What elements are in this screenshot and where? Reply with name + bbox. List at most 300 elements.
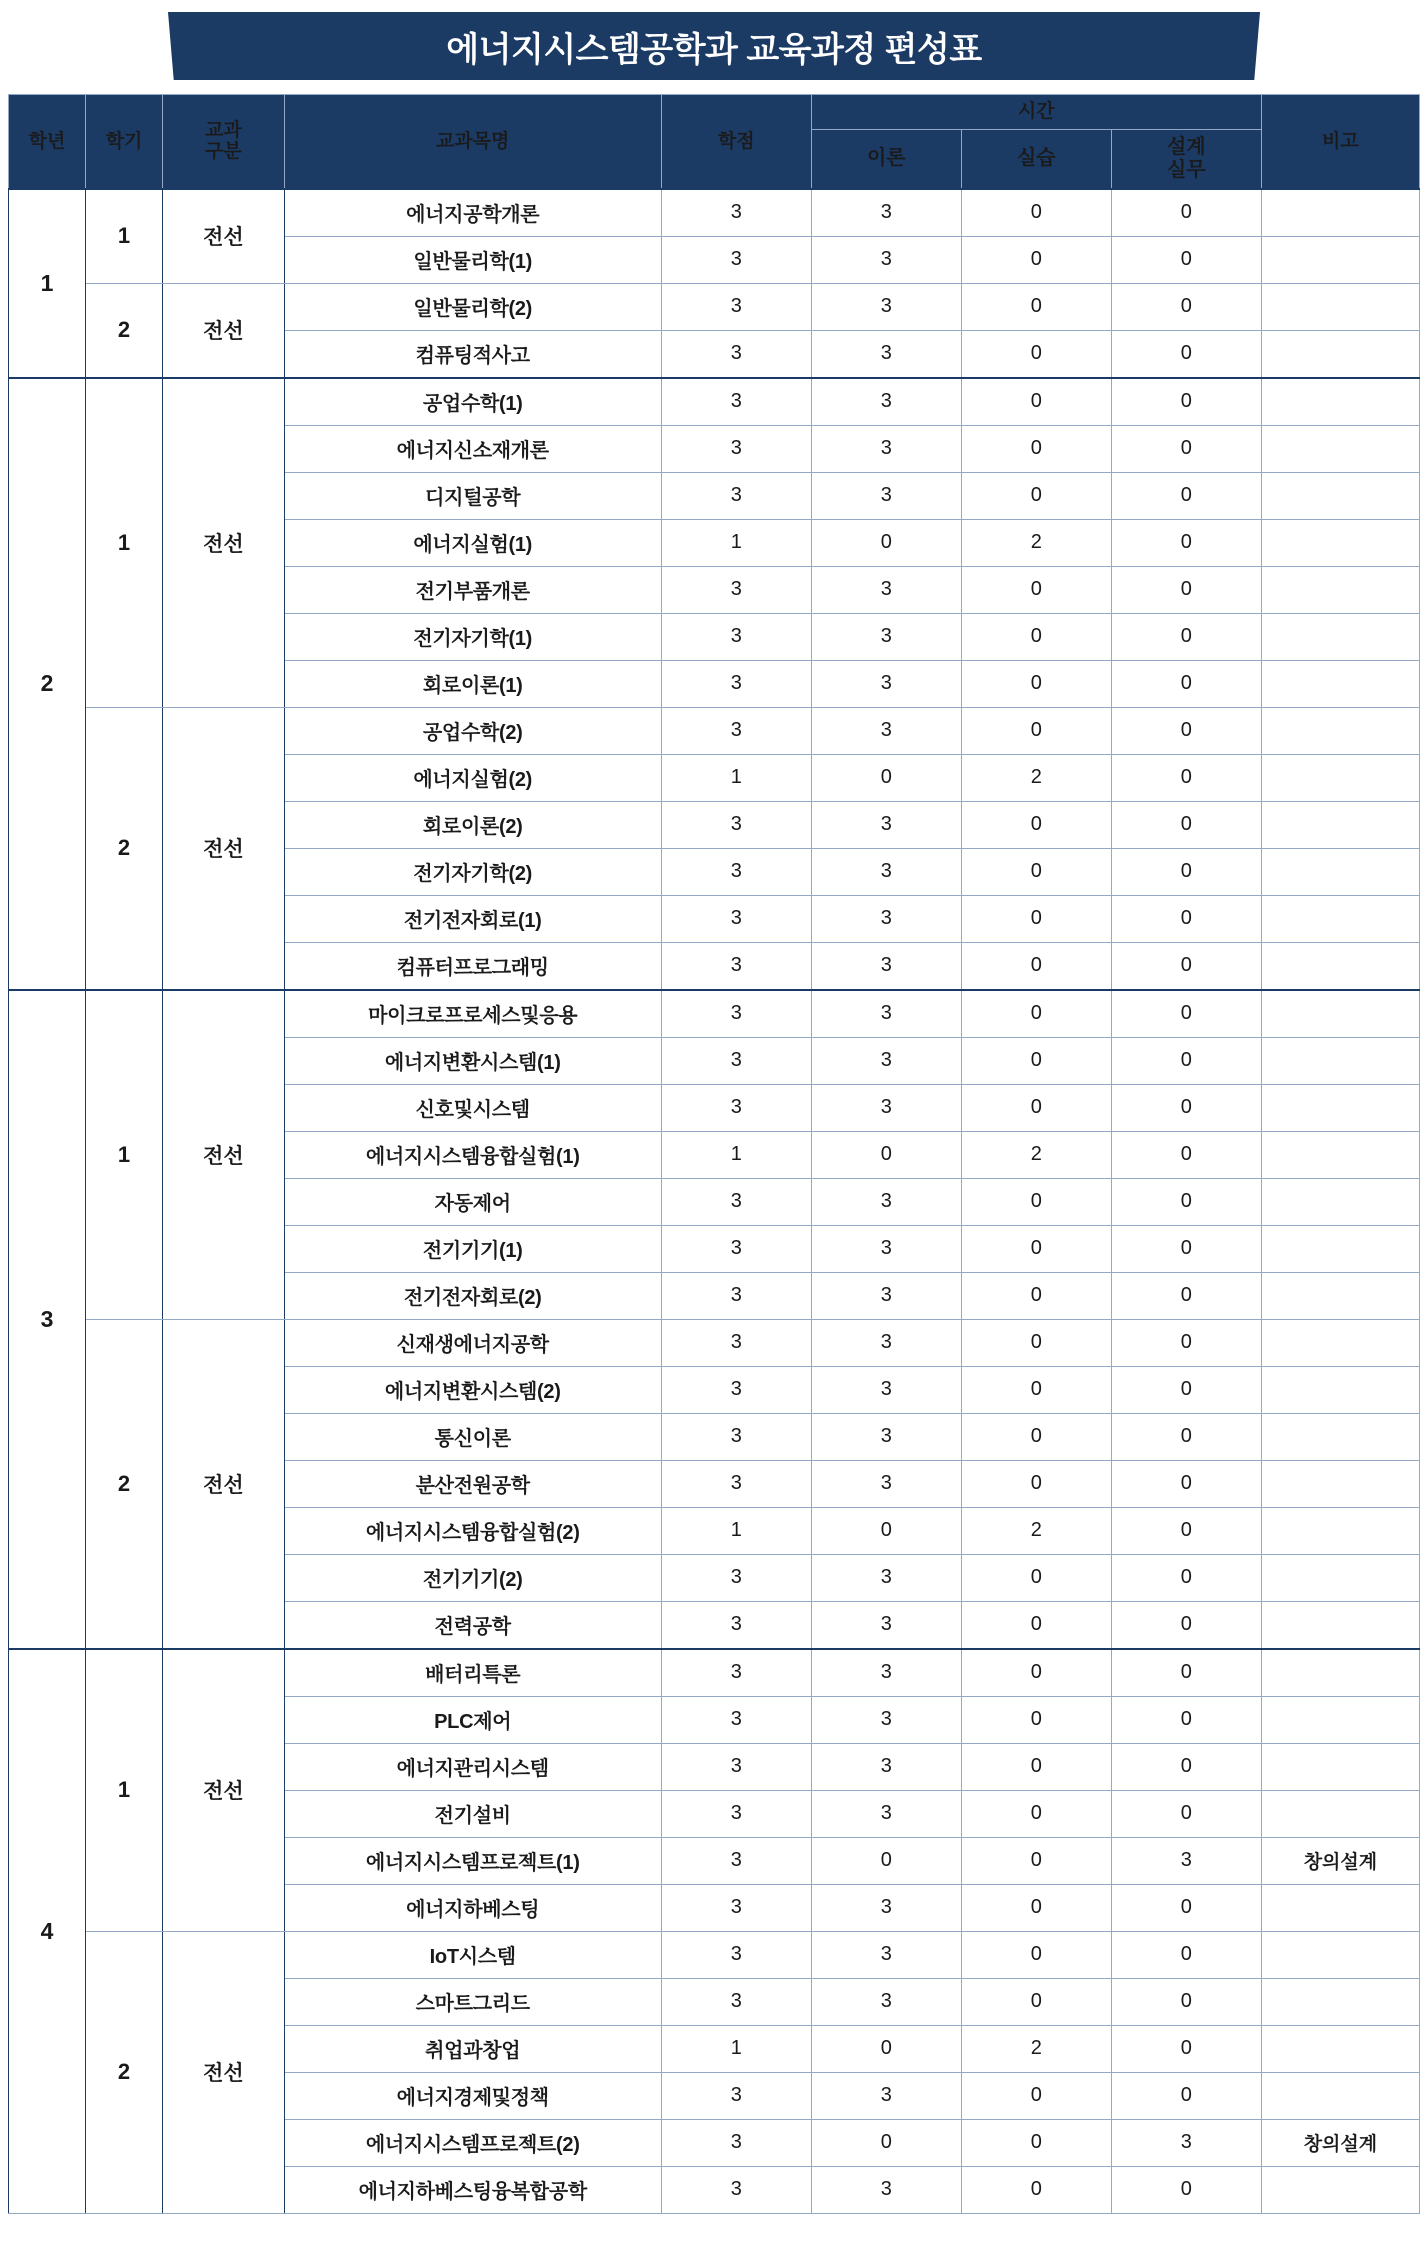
table-header bbox=[9, 95, 1420, 189]
cell-subject: 에너지시스템융합실험(1) bbox=[284, 1131, 661, 1178]
cell-practice: 0 bbox=[961, 990, 1111, 1038]
cell-theory: 0 bbox=[811, 519, 961, 566]
cell-theory: 0 bbox=[811, 1837, 961, 1884]
cell-theory: 3 bbox=[811, 189, 961, 237]
cell-subject: 전기기기(2) bbox=[284, 1554, 661, 1601]
header-credit: 학점 bbox=[661, 95, 811, 189]
cell-subject: 전기부품개론 bbox=[284, 566, 661, 613]
cell-subject: 에너지경제및정책 bbox=[284, 2072, 661, 2119]
cell-subject: 에너지하베스팅융복합공학 bbox=[284, 2166, 661, 2213]
table-row bbox=[9, 1931, 1420, 1978]
cell-category: 전선 bbox=[163, 189, 285, 284]
cell-practice: 0 bbox=[961, 1696, 1111, 1743]
cell-credit: 3 bbox=[661, 1554, 811, 1601]
cell-theory: 3 bbox=[811, 1272, 961, 1319]
cell-practice: 0 bbox=[961, 1413, 1111, 1460]
cell-design: 0 bbox=[1111, 1931, 1261, 1978]
cell-note bbox=[1261, 1507, 1419, 1554]
cell-subject: 마이크로프로세스및응용 bbox=[284, 990, 661, 1038]
cell-design: 0 bbox=[1111, 566, 1261, 613]
cell-theory: 0 bbox=[811, 2025, 961, 2072]
cell-theory: 3 bbox=[811, 1743, 961, 1790]
cell-design: 0 bbox=[1111, 848, 1261, 895]
cell-design: 0 bbox=[1111, 1743, 1261, 1790]
cell-year: 1 bbox=[9, 189, 86, 378]
cell-note bbox=[1261, 519, 1419, 566]
cell-note bbox=[1261, 472, 1419, 519]
cell-semester: 1 bbox=[86, 189, 163, 284]
cell-theory: 3 bbox=[811, 1084, 961, 1131]
cell-subject: 에너지시스템프로젝트(1) bbox=[284, 1837, 661, 1884]
cell-design: 3 bbox=[1111, 1837, 1261, 1884]
cell-semester: 2 bbox=[86, 283, 163, 378]
cell-theory: 0 bbox=[811, 754, 961, 801]
cell-note bbox=[1261, 613, 1419, 660]
cell-year: 3 bbox=[9, 990, 86, 1649]
cell-note bbox=[1261, 1601, 1419, 1649]
header-theory: 이론 bbox=[811, 129, 961, 189]
cell-theory: 0 bbox=[811, 1131, 961, 1178]
cell-credit: 3 bbox=[661, 848, 811, 895]
cell-design: 0 bbox=[1111, 1696, 1261, 1743]
cell-practice: 0 bbox=[961, 2166, 1111, 2213]
cell-practice: 0 bbox=[961, 189, 1111, 237]
cell-note bbox=[1261, 1884, 1419, 1931]
cell-note bbox=[1261, 2166, 1419, 2213]
cell-note: 창의설계 bbox=[1261, 2119, 1419, 2166]
cell-subject: 통신이론 bbox=[284, 1413, 661, 1460]
header-category-line1: 교과 bbox=[205, 119, 242, 141]
cell-subject: 회로이론(1) bbox=[284, 660, 661, 707]
cell-credit: 3 bbox=[661, 2119, 811, 2166]
table-row bbox=[9, 189, 1420, 237]
cell-note bbox=[1261, 1554, 1419, 1601]
cell-theory: 3 bbox=[811, 2166, 961, 2213]
header-semester: 학기 bbox=[86, 95, 163, 189]
cell-note bbox=[1261, 1743, 1419, 1790]
cell-practice: 0 bbox=[961, 1084, 1111, 1131]
cell-note bbox=[1261, 2025, 1419, 2072]
cell-practice: 0 bbox=[961, 660, 1111, 707]
cell-practice: 0 bbox=[961, 1272, 1111, 1319]
cell-design: 0 bbox=[1111, 1978, 1261, 2025]
cell-note bbox=[1261, 990, 1419, 1038]
cell-subject: 컴퓨터프로그래밍 bbox=[284, 942, 661, 990]
cell-note bbox=[1261, 283, 1419, 330]
cell-design: 0 bbox=[1111, 425, 1261, 472]
cell-credit: 3 bbox=[661, 1649, 811, 1697]
cell-semester: 1 bbox=[86, 990, 163, 1320]
cell-design: 0 bbox=[1111, 378, 1261, 426]
cell-note bbox=[1261, 330, 1419, 378]
cell-practice: 0 bbox=[961, 283, 1111, 330]
cell-credit: 3 bbox=[661, 1931, 811, 1978]
cell-credit: 3 bbox=[661, 613, 811, 660]
cell-credit: 3 bbox=[661, 1696, 811, 1743]
cell-practice: 0 bbox=[961, 801, 1111, 848]
cell-credit: 3 bbox=[661, 1319, 811, 1366]
cell-category: 전선 bbox=[163, 990, 285, 1320]
cell-theory: 3 bbox=[811, 425, 961, 472]
cell-credit: 3 bbox=[661, 1884, 811, 1931]
cell-design: 0 bbox=[1111, 189, 1261, 237]
curriculum-page bbox=[0, 12, 1428, 2214]
cell-note bbox=[1261, 1460, 1419, 1507]
cell-theory: 3 bbox=[811, 990, 961, 1038]
cell-subject: 스마트그리드 bbox=[284, 1978, 661, 2025]
table-body bbox=[9, 189, 1420, 2214]
cell-subject: 에너지신소재개론 bbox=[284, 425, 661, 472]
cell-subject: 자동제어 bbox=[284, 1178, 661, 1225]
cell-practice: 2 bbox=[961, 754, 1111, 801]
cell-theory: 3 bbox=[811, 283, 961, 330]
cell-practice: 0 bbox=[961, 848, 1111, 895]
table-row bbox=[9, 378, 1420, 426]
cell-practice: 0 bbox=[961, 1460, 1111, 1507]
header-year: 학년 bbox=[9, 95, 86, 189]
cell-note bbox=[1261, 1225, 1419, 1272]
cell-practice: 0 bbox=[961, 236, 1111, 283]
cell-credit: 3 bbox=[661, 1601, 811, 1649]
cell-note bbox=[1261, 1931, 1419, 1978]
cell-design: 0 bbox=[1111, 707, 1261, 754]
cell-design: 0 bbox=[1111, 1272, 1261, 1319]
cell-subject: 신재생에너지공학 bbox=[284, 1319, 661, 1366]
cell-note bbox=[1261, 2072, 1419, 2119]
cell-practice: 0 bbox=[961, 613, 1111, 660]
cell-note bbox=[1261, 1649, 1419, 1697]
cell-subject: 일반물리학(1) bbox=[284, 236, 661, 283]
cell-practice: 0 bbox=[961, 1743, 1111, 1790]
cell-note bbox=[1261, 1178, 1419, 1225]
cell-practice: 0 bbox=[961, 1601, 1111, 1649]
cell-note bbox=[1261, 801, 1419, 848]
cell-practice: 0 bbox=[961, 1649, 1111, 1697]
cell-year: 2 bbox=[9, 378, 86, 990]
header-category bbox=[163, 95, 285, 189]
header-design-line2: 실무 bbox=[1166, 158, 1206, 181]
header-practice: 실습 bbox=[961, 129, 1111, 189]
cell-theory: 3 bbox=[811, 1601, 961, 1649]
cell-subject: 디지털공학 bbox=[284, 472, 661, 519]
cell-credit: 3 bbox=[661, 990, 811, 1038]
cell-semester: 2 bbox=[86, 707, 163, 990]
cell-practice: 0 bbox=[961, 566, 1111, 613]
cell-credit: 3 bbox=[661, 1084, 811, 1131]
cell-design: 0 bbox=[1111, 1037, 1261, 1084]
cell-design: 0 bbox=[1111, 472, 1261, 519]
cell-credit: 3 bbox=[661, 2072, 811, 2119]
table-row bbox=[9, 1319, 1420, 1366]
cell-subject: 전력공학 bbox=[284, 1601, 661, 1649]
cell-theory: 3 bbox=[811, 1225, 961, 1272]
cell-credit: 3 bbox=[661, 1413, 811, 1460]
cell-design: 0 bbox=[1111, 1225, 1261, 1272]
cell-practice: 0 bbox=[961, 942, 1111, 990]
cell-subject: 분산전원공학 bbox=[284, 1460, 661, 1507]
cell-subject: 취업과창업 bbox=[284, 2025, 661, 2072]
cell-theory: 3 bbox=[811, 1696, 961, 1743]
cell-note bbox=[1261, 1413, 1419, 1460]
table-row bbox=[9, 283, 1420, 330]
curriculum-table bbox=[8, 94, 1420, 2214]
cell-note bbox=[1261, 1131, 1419, 1178]
cell-theory: 3 bbox=[811, 1178, 961, 1225]
cell-theory: 3 bbox=[811, 1460, 961, 1507]
cell-design: 0 bbox=[1111, 1884, 1261, 1931]
cell-note bbox=[1261, 1790, 1419, 1837]
cell-theory: 3 bbox=[811, 613, 961, 660]
cell-practice: 0 bbox=[961, 2072, 1111, 2119]
cell-practice: 0 bbox=[961, 1366, 1111, 1413]
cell-credit: 3 bbox=[661, 330, 811, 378]
cell-subject: 신호및시스템 bbox=[284, 1084, 661, 1131]
cell-subject: 에너지변환시스템(2) bbox=[284, 1366, 661, 1413]
cell-design: 0 bbox=[1111, 330, 1261, 378]
cell-subject: PLC제어 bbox=[284, 1696, 661, 1743]
cell-credit: 3 bbox=[661, 1790, 811, 1837]
cell-theory: 3 bbox=[811, 472, 961, 519]
cell-semester: 2 bbox=[86, 1931, 163, 2213]
cell-note bbox=[1261, 1319, 1419, 1366]
header-hours: 시간 bbox=[811, 95, 1261, 130]
cell-category: 전선 bbox=[163, 378, 285, 708]
cell-theory: 3 bbox=[811, 1649, 961, 1697]
cell-practice: 0 bbox=[961, 1037, 1111, 1084]
cell-credit: 3 bbox=[661, 895, 811, 942]
cell-practice: 0 bbox=[961, 1884, 1111, 1931]
cell-theory: 0 bbox=[811, 2119, 961, 2166]
cell-practice: 0 bbox=[961, 707, 1111, 754]
cell-theory: 3 bbox=[811, 895, 961, 942]
cell-note bbox=[1261, 378, 1419, 426]
cell-note bbox=[1261, 425, 1419, 472]
cell-note bbox=[1261, 1366, 1419, 1413]
title-banner-wrap bbox=[190, 12, 1238, 94]
cell-theory: 3 bbox=[811, 1366, 961, 1413]
cell-practice: 0 bbox=[961, 1178, 1111, 1225]
cell-category: 전선 bbox=[163, 1649, 285, 1932]
cell-design: 0 bbox=[1111, 1413, 1261, 1460]
cell-design: 0 bbox=[1111, 2025, 1261, 2072]
cell-credit: 3 bbox=[661, 2166, 811, 2213]
cell-credit: 1 bbox=[661, 519, 811, 566]
cell-design: 0 bbox=[1111, 1131, 1261, 1178]
cell-design: 0 bbox=[1111, 613, 1261, 660]
cell-credit: 3 bbox=[661, 236, 811, 283]
cell-credit: 3 bbox=[661, 1743, 811, 1790]
cell-theory: 3 bbox=[811, 848, 961, 895]
cell-note bbox=[1261, 660, 1419, 707]
table-row bbox=[9, 707, 1420, 754]
cell-practice: 0 bbox=[961, 1931, 1111, 1978]
cell-practice: 2 bbox=[961, 1131, 1111, 1178]
cell-design: 0 bbox=[1111, 801, 1261, 848]
cell-practice: 0 bbox=[961, 330, 1111, 378]
cell-design: 0 bbox=[1111, 2072, 1261, 2119]
cell-note bbox=[1261, 848, 1419, 895]
cell-practice: 0 bbox=[961, 895, 1111, 942]
cell-credit: 3 bbox=[661, 942, 811, 990]
cell-design: 0 bbox=[1111, 990, 1261, 1038]
cell-design: 0 bbox=[1111, 283, 1261, 330]
cell-credit: 3 bbox=[661, 1460, 811, 1507]
cell-design: 0 bbox=[1111, 942, 1261, 990]
cell-note bbox=[1261, 1272, 1419, 1319]
cell-practice: 0 bbox=[961, 1837, 1111, 1884]
cell-credit: 1 bbox=[661, 1131, 811, 1178]
cell-subject: 전기기기(1) bbox=[284, 1225, 661, 1272]
cell-theory: 3 bbox=[811, 1884, 961, 1931]
cell-practice: 2 bbox=[961, 1507, 1111, 1554]
cell-credit: 3 bbox=[661, 801, 811, 848]
cell-design: 0 bbox=[1111, 236, 1261, 283]
cell-theory: 3 bbox=[811, 1790, 961, 1837]
cell-subject: 배터리특론 bbox=[284, 1649, 661, 1697]
cell-note bbox=[1261, 566, 1419, 613]
cell-credit: 3 bbox=[661, 660, 811, 707]
cell-note bbox=[1261, 754, 1419, 801]
cell-design: 0 bbox=[1111, 1601, 1261, 1649]
table-row bbox=[9, 1649, 1420, 1697]
cell-theory: 3 bbox=[811, 236, 961, 283]
cell-note bbox=[1261, 1978, 1419, 2025]
cell-subject: 에너지변환시스템(1) bbox=[284, 1037, 661, 1084]
cell-practice: 0 bbox=[961, 1790, 1111, 1837]
cell-credit: 1 bbox=[661, 1507, 811, 1554]
cell-design: 0 bbox=[1111, 1460, 1261, 1507]
cell-theory: 3 bbox=[811, 1413, 961, 1460]
cell-credit: 1 bbox=[661, 2025, 811, 2072]
cell-credit: 3 bbox=[661, 472, 811, 519]
cell-subject: 전기설비 bbox=[284, 1790, 661, 1837]
cell-design: 0 bbox=[1111, 1084, 1261, 1131]
cell-category: 전선 bbox=[163, 1931, 285, 2213]
cell-note bbox=[1261, 707, 1419, 754]
cell-theory: 3 bbox=[811, 801, 961, 848]
cell-subject: IoT시스템 bbox=[284, 1931, 661, 1978]
cell-design: 3 bbox=[1111, 2119, 1261, 2166]
cell-note bbox=[1261, 942, 1419, 990]
cell-credit: 3 bbox=[661, 566, 811, 613]
cell-category: 전선 bbox=[163, 707, 285, 990]
header-subject: 교과목명 bbox=[284, 95, 661, 189]
page-title: 에너지시스템공학과 교육과정 편성표 bbox=[190, 12, 1238, 80]
cell-credit: 3 bbox=[661, 1225, 811, 1272]
cell-theory: 3 bbox=[811, 1037, 961, 1084]
cell-practice: 0 bbox=[961, 1225, 1111, 1272]
cell-practice: 0 bbox=[961, 1554, 1111, 1601]
cell-practice: 0 bbox=[961, 472, 1111, 519]
cell-design: 0 bbox=[1111, 1366, 1261, 1413]
cell-note: 창의설계 bbox=[1261, 1837, 1419, 1884]
cell-subject: 에너지시스템프로젝트(2) bbox=[284, 2119, 661, 2166]
cell-subject: 에너지실험(1) bbox=[284, 519, 661, 566]
cell-semester: 1 bbox=[86, 378, 163, 708]
cell-semester: 1 bbox=[86, 1649, 163, 1932]
cell-note bbox=[1261, 1084, 1419, 1131]
cell-credit: 3 bbox=[661, 1366, 811, 1413]
cell-subject: 전기자기학(1) bbox=[284, 613, 661, 660]
table-row bbox=[9, 990, 1420, 1038]
cell-subject: 전기전자회로(2) bbox=[284, 1272, 661, 1319]
cell-credit: 3 bbox=[661, 1178, 811, 1225]
cell-subject: 공업수학(2) bbox=[284, 707, 661, 754]
header-row-1 bbox=[9, 95, 1420, 130]
cell-design: 0 bbox=[1111, 1178, 1261, 1225]
cell-subject: 에너지공학개론 bbox=[284, 189, 661, 237]
cell-year: 4 bbox=[9, 1649, 86, 2214]
cell-credit: 3 bbox=[661, 1272, 811, 1319]
cell-credit: 3 bbox=[661, 189, 811, 237]
cell-practice: 0 bbox=[961, 378, 1111, 426]
cell-design: 0 bbox=[1111, 660, 1261, 707]
cell-theory: 3 bbox=[811, 1978, 961, 2025]
header-category-line2: 구분 bbox=[205, 141, 242, 163]
cell-theory: 3 bbox=[811, 566, 961, 613]
cell-credit: 1 bbox=[661, 754, 811, 801]
cell-design: 0 bbox=[1111, 1507, 1261, 1554]
cell-subject: 에너지실험(2) bbox=[284, 754, 661, 801]
cell-credit: 3 bbox=[661, 1037, 811, 1084]
cell-theory: 3 bbox=[811, 942, 961, 990]
cell-theory: 3 bbox=[811, 707, 961, 754]
cell-design: 0 bbox=[1111, 1649, 1261, 1697]
cell-note bbox=[1261, 189, 1419, 237]
header-design-line1: 설계 bbox=[1166, 135, 1206, 158]
cell-note bbox=[1261, 1037, 1419, 1084]
cell-subject: 전기자기학(2) bbox=[284, 848, 661, 895]
cell-category: 전선 bbox=[163, 283, 285, 378]
cell-category: 전선 bbox=[163, 1319, 285, 1649]
cell-subject: 전기전자회로(1) bbox=[284, 895, 661, 942]
cell-theory: 3 bbox=[811, 378, 961, 426]
cell-practice: 2 bbox=[961, 2025, 1111, 2072]
cell-design: 0 bbox=[1111, 895, 1261, 942]
cell-practice: 2 bbox=[961, 519, 1111, 566]
cell-credit: 3 bbox=[661, 1978, 811, 2025]
cell-practice: 0 bbox=[961, 1978, 1111, 2025]
cell-practice: 0 bbox=[961, 1319, 1111, 1366]
cell-subject: 에너지시스템융합실험(2) bbox=[284, 1507, 661, 1554]
cell-practice: 0 bbox=[961, 2119, 1111, 2166]
cell-theory: 3 bbox=[811, 1554, 961, 1601]
cell-note bbox=[1261, 236, 1419, 283]
cell-design: 0 bbox=[1111, 1319, 1261, 1366]
cell-subject: 에너지관리시스템 bbox=[284, 1743, 661, 1790]
cell-subject: 에너지하베스팅 bbox=[284, 1884, 661, 1931]
cell-note bbox=[1261, 895, 1419, 942]
cell-credit: 3 bbox=[661, 283, 811, 330]
header-design bbox=[1111, 129, 1261, 189]
cell-credit: 3 bbox=[661, 378, 811, 426]
cell-subject: 공업수학(1) bbox=[284, 378, 661, 426]
header-note: 비고 bbox=[1261, 95, 1419, 189]
cell-note bbox=[1261, 1696, 1419, 1743]
cell-theory: 3 bbox=[811, 2072, 961, 2119]
cell-credit: 3 bbox=[661, 425, 811, 472]
cell-design: 0 bbox=[1111, 519, 1261, 566]
cell-design: 0 bbox=[1111, 1790, 1261, 1837]
cell-theory: 3 bbox=[811, 660, 961, 707]
cell-theory: 3 bbox=[811, 330, 961, 378]
cell-theory: 0 bbox=[811, 1507, 961, 1554]
cell-theory: 3 bbox=[811, 1319, 961, 1366]
cell-design: 0 bbox=[1111, 2166, 1261, 2213]
cell-subject: 컴퓨팅적사고 bbox=[284, 330, 661, 378]
cell-semester: 2 bbox=[86, 1319, 163, 1649]
cell-practice: 0 bbox=[961, 425, 1111, 472]
